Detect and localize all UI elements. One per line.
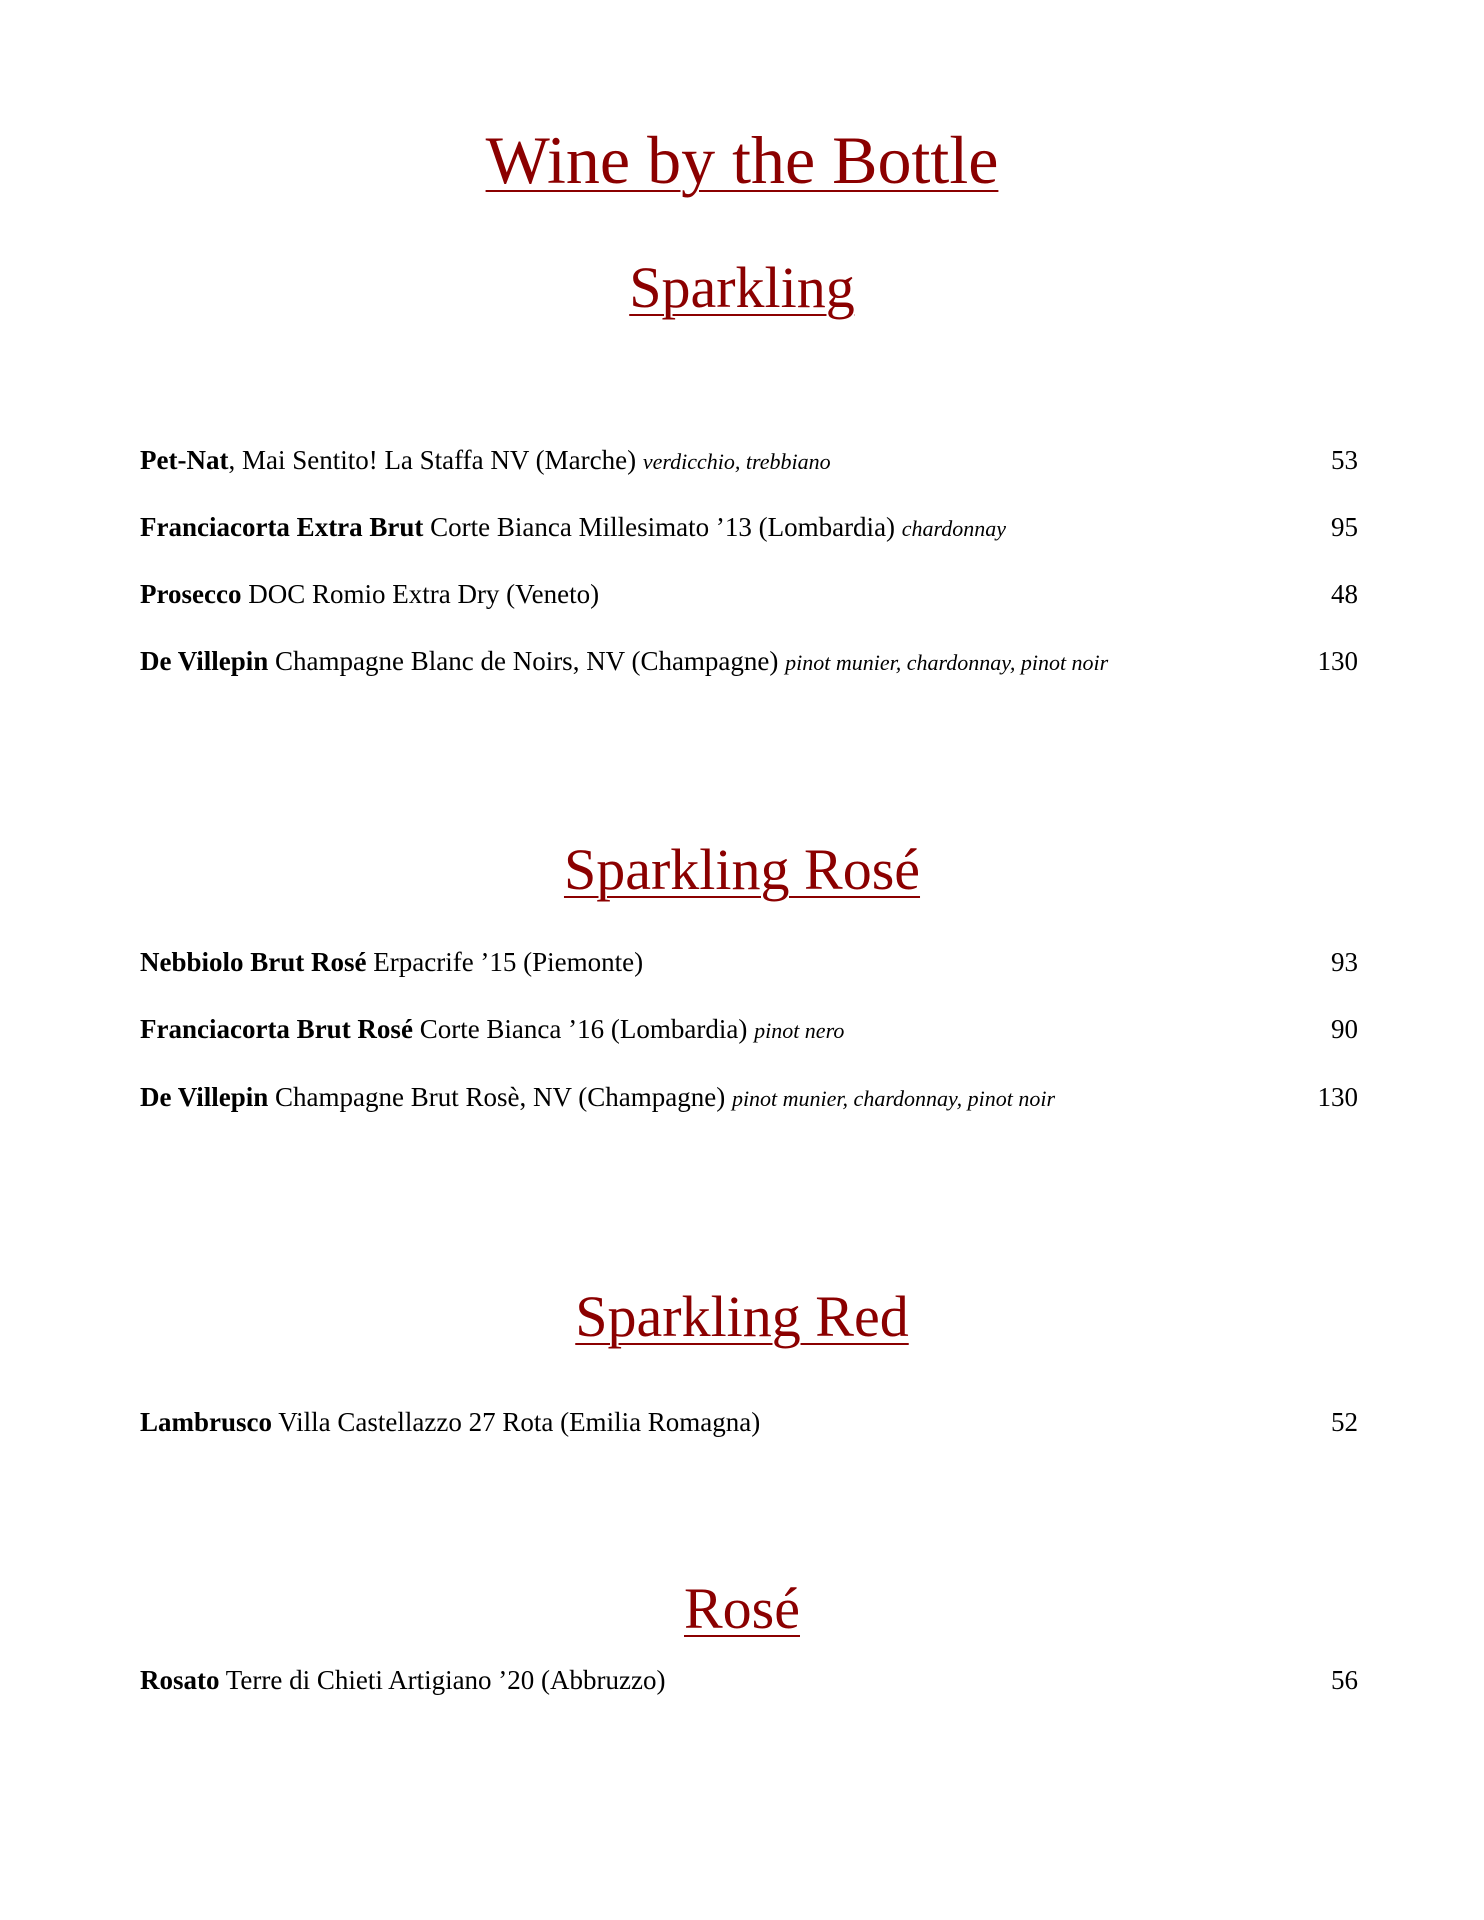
wine-price: 90: [1331, 1014, 1358, 1044]
section-heading-sparkling: Sparkling: [629, 255, 855, 320]
page-title: Wine by the Bottle: [485, 122, 999, 198]
wine-description: [140, 1402, 760, 1442]
wine-name: De Villepin: [140, 1082, 269, 1112]
wine-grapes: pinot munier, chardonnay, pinot noir: [731, 1086, 1056, 1111]
wine-entry: [140, 1660, 1358, 1700]
wine-price: 53: [1331, 445, 1358, 475]
wine-entry: [140, 1402, 1358, 1442]
wine-entry: [140, 574, 1358, 614]
wine-name: Franciacorta Extra Brut: [140, 512, 424, 542]
section-heading-rose: Rosé: [684, 1576, 800, 1641]
wine-description: [140, 942, 643, 982]
wine-description: [140, 507, 1006, 549]
wine-price: 95: [1331, 512, 1358, 542]
wine-details: Villa Castellazzo 27 Rota (Emilia Romagna): [272, 1407, 761, 1437]
wine-entry: [140, 942, 1358, 982]
wine-details: Corte Bianca ’16 (Lombardia): [412, 1014, 748, 1044]
wine-details: Terre di Chieti Artigiano ’20 (Abbruzzo): [219, 1665, 666, 1695]
wine-description: [140, 1077, 1055, 1119]
wine-name: Nebbiolo Brut Rosé: [140, 947, 367, 977]
wine-details: DOC Romio Extra Dry (Veneto): [241, 579, 600, 609]
wine-price: 93: [1331, 947, 1358, 977]
wine-entry: [140, 1077, 1358, 1117]
section-heading-sparkling-rose: Sparkling Rosé: [563, 837, 921, 902]
wine-name: Prosecco: [140, 579, 242, 609]
wine-name: Lambrusco: [140, 1407, 273, 1437]
wine-price: 130: [1317, 646, 1358, 676]
wine-description: [140, 440, 831, 482]
wine-description: [140, 641, 1108, 683]
wine-description: [140, 1009, 844, 1051]
wine-grapes: pinot nero: [754, 1018, 845, 1043]
wine-price: 48: [1331, 579, 1358, 609]
wine-name: Franciacorta Brut Rosé: [140, 1014, 413, 1044]
wine-details: Champagne Brut Rosè, NV (Champagne): [268, 1082, 726, 1112]
wine-price: 130: [1317, 1082, 1358, 1112]
wine-details: , Mai Sentito! La Staffa NV (Marche): [228, 445, 637, 475]
wine-grapes: verdicchio, trebbiano: [642, 449, 831, 474]
wine-price: 52: [1331, 1407, 1358, 1437]
wine-name: De Villepin: [140, 646, 269, 676]
wine-entry: [140, 440, 1358, 480]
wine-name: Pet-Nat: [140, 445, 229, 475]
wine-entry: [140, 1009, 1358, 1049]
section-heading-sparkling-red: Sparkling Red: [575, 1284, 909, 1349]
wine-name: Rosato: [140, 1665, 220, 1695]
wine-details: Champagne Blanc de Noirs, NV (Champagne): [268, 646, 779, 676]
wine-details: Corte Bianca Millesimato ’13 (Lombardia): [423, 512, 896, 542]
wine-entry: [140, 641, 1358, 681]
wine-price: 56: [1331, 1665, 1358, 1695]
wine-grapes: chardonnay: [901, 516, 1007, 541]
wine-grapes: pinot munier, chardonnay, pinot noir: [785, 650, 1109, 675]
wine-entry: [140, 507, 1358, 547]
wine-description: [140, 574, 599, 614]
wine-description: [140, 1660, 666, 1700]
wine-details: Erpacrife ’15 (Piemonte): [366, 947, 644, 977]
